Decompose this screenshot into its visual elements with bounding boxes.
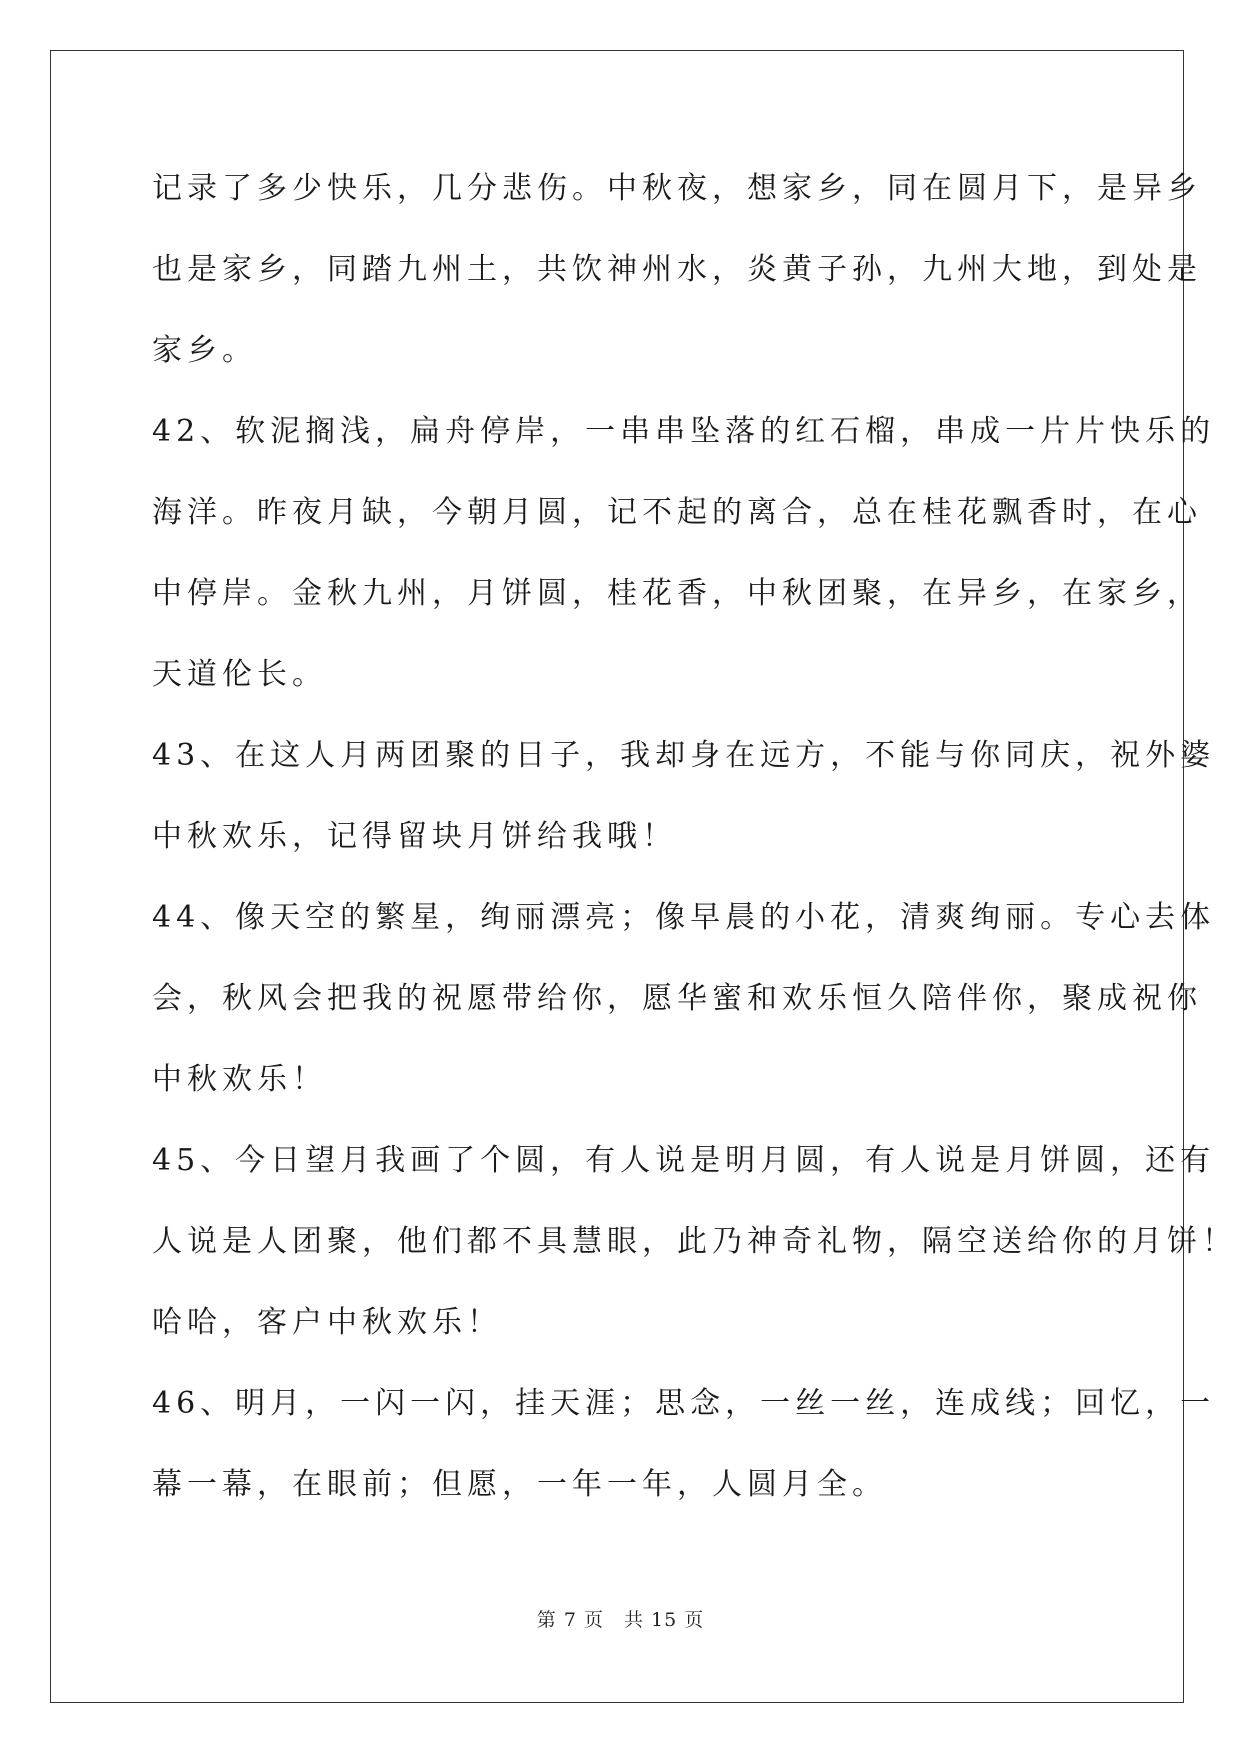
page-number: 第 7 页 共 15 页: [536, 1609, 705, 1631]
text-line: 也是家乡，同踏九州土，共饮神州水，炎黄子孙，九州大地，到处是: [152, 252, 1202, 287]
text-line: 天道伦长。: [152, 657, 327, 692]
text-line: 中秋欢乐，记得留块月饼给我哦！: [152, 819, 677, 854]
text-line: 45、今日望月我画了个圆，有人说是明月圆，有人说是月饼圆，还有: [152, 1143, 1216, 1178]
text-line: 44、像天空的繁星，绚丽漂亮；像早晨的小花，清爽绚丽。专心去体: [152, 900, 1216, 935]
text-line: 人说是人团聚，他们都不具慧眼，此乃神奇礼物，隔空送给你的月饼！: [152, 1224, 1237, 1259]
text-line: 幕一幕，在眼前；但愿，一年一年，人圆月全。: [152, 1467, 887, 1502]
document-body: [152, 148, 1237, 1525]
text-line: 记录了多少快乐，几分悲伤。中秋夜，想家乡，同在圆月下，是异乡: [152, 171, 1202, 206]
text-line: 46、明月，一闪一闪，挂天涯；思念，一丝一丝，连成线；回忆，一: [152, 1386, 1216, 1421]
text-line: 海洋。昨夜月缺，今朝月圆，记不起的离合，总在桂花飘香时，在心: [152, 495, 1202, 530]
text-line: 42、软泥搁浅，扁舟停岸，一串串坠落的红石榴，串成一片片快乐的: [152, 414, 1216, 449]
text-line: 家乡。: [152, 333, 257, 368]
text-line: 43、在这人月两团聚的日子，我却身在远方，不能与你同庆，祝外婆: [152, 738, 1216, 773]
text-line: 中秋欢乐！: [152, 1062, 327, 1097]
text-line: 哈哈，客户中秋欢乐！: [152, 1305, 502, 1340]
text-line: 中停岸。金秋九州，月饼圆，桂花香，中秋团聚，在异乡，在家乡，: [152, 576, 1202, 611]
text-line: 会，秋风会把我的祝愿带给你，愿华蜜和欢乐恒久陪伴你，聚成祝你: [152, 981, 1202, 1016]
